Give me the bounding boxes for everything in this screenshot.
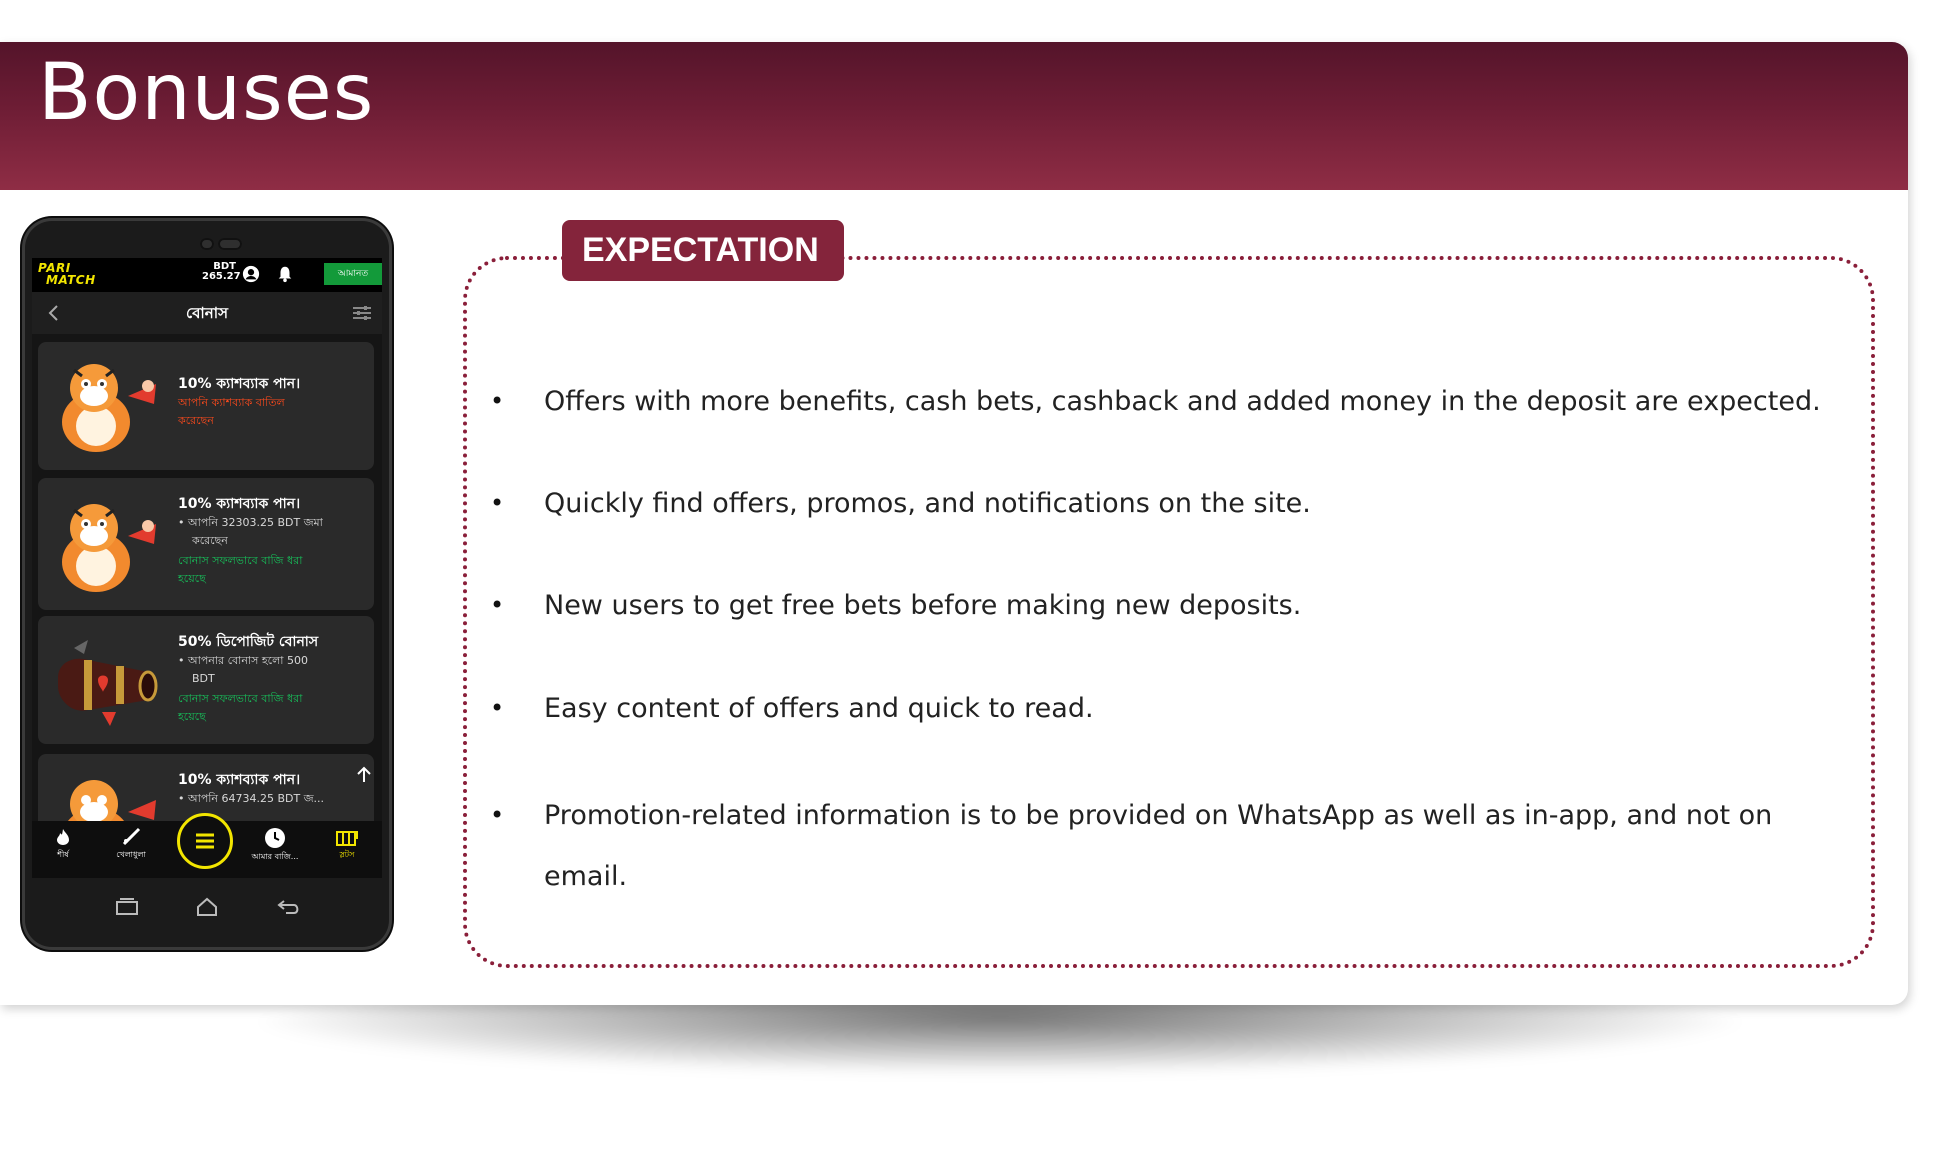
camera-dot [200, 238, 214, 250]
android-system-nav [32, 886, 382, 926]
card-title: 50% ডিপোজিট বোনাস [178, 634, 319, 650]
screen-title: বোনাস [186, 304, 228, 322]
nav-item-my-bets[interactable] [248, 827, 302, 864]
balance-currency: BDT [213, 261, 236, 272]
bullet-text: Offers with more benefits, cash bets, cashback and added money in the deposit are expected. [544, 386, 1821, 417]
bullet-text: Quickly find offers, promos, and notifications on the site. [544, 488, 1311, 519]
expectation-tag: EXPECTATION [562, 220, 844, 281]
bullet-text: Easy content of offers and quick to read. [544, 693, 1094, 724]
card-status: বোনাস সফলভাবে বাজি ধরা [178, 692, 303, 705]
page-title: Bonuses [38, 48, 375, 138]
back-icon[interactable] [276, 896, 302, 918]
bullet-icon: • [490, 801, 505, 829]
bullet-text: Promotion-related information is to be provided on WhatsApp as well as in-app, and not on email. [544, 800, 1773, 892]
nav-label: খেলাধুলা [116, 850, 146, 859]
card-status: করেছেন [178, 414, 214, 427]
parimatch-logo[interactable] [38, 262, 118, 288]
nav-item-sports[interactable] [104, 827, 158, 862]
page-header [32, 292, 382, 334]
menu-icon [194, 831, 216, 851]
clock-icon [264, 827, 286, 849]
fire-icon [53, 827, 73, 847]
slots-icon [335, 827, 359, 847]
nav-item-top[interactable] [36, 827, 90, 862]
header-banner [0, 42, 1908, 190]
speaker-grill [218, 238, 242, 250]
bonus-card[interactable] [38, 616, 374, 744]
tiger-mascot-icon [44, 496, 162, 596]
logo-text-bottom: MATCH [46, 273, 96, 287]
phone-mockup [22, 218, 392, 950]
menu-button[interactable] [177, 813, 233, 869]
card-detail: BDT [192, 672, 215, 685]
bullet-icon: • [490, 694, 505, 722]
app-top-bar [32, 258, 382, 292]
nav-label: আমার বাজি... [251, 852, 299, 861]
recent-apps-icon[interactable] [114, 896, 140, 918]
bullet-icon: • [490, 387, 505, 415]
bonus-card[interactable] [38, 478, 374, 610]
sports-icon [121, 827, 141, 847]
bullet-icon: • [490, 489, 505, 517]
bonus-card[interactable] [38, 342, 374, 470]
card-status: আপনি ক্যাশব্যাক বাতিল [178, 396, 285, 409]
card-status: বোনাস সফলভাবে বাজি ধরা [178, 554, 303, 567]
card-detail: করেছেন [192, 534, 228, 547]
app-bottom-nav [32, 821, 382, 878]
deposit-button[interactable]: আমানত [324, 263, 382, 285]
card-status: হয়েছে [178, 710, 206, 723]
card-title: 10% ক্যাশব্যাক পান। [178, 376, 301, 392]
bullet-icon: • [490, 591, 505, 619]
bullet-text: New users to get free bets before making new deposits. [544, 590, 1302, 621]
home-icon[interactable] [194, 896, 220, 918]
cannon-icon [44, 630, 162, 730]
card-detail: • আপনি 32303.25 BDT জমা [178, 516, 323, 529]
scroll-up-arrow-icon[interactable] [356, 766, 372, 784]
balance-display[interactable] [202, 261, 241, 282]
tiger-mascot-icon [44, 356, 162, 456]
user-icon[interactable] [242, 265, 260, 283]
card-detail: • আপনি 64734.25 BDT জ... [178, 792, 325, 805]
bell-icon[interactable] [276, 265, 294, 283]
nav-label: শীর্ষ [57, 850, 69, 859]
phone-screen [32, 258, 382, 878]
card-detail: • আপনার বোনাস হলো 500 [178, 654, 308, 667]
card-title: 10% ক্যাশব্যাক পান। [178, 496, 301, 512]
nav-label: স্লটস [339, 850, 355, 859]
logo-text-top: PARI [38, 261, 71, 275]
card-status: হয়েছে [178, 572, 206, 585]
nav-item-slots[interactable] [320, 827, 374, 862]
balance-amount: 265.27 [202, 271, 241, 282]
filter-icon[interactable] [352, 305, 372, 321]
card-title: 10% ক্যাশব্যাক পান। [178, 772, 301, 788]
